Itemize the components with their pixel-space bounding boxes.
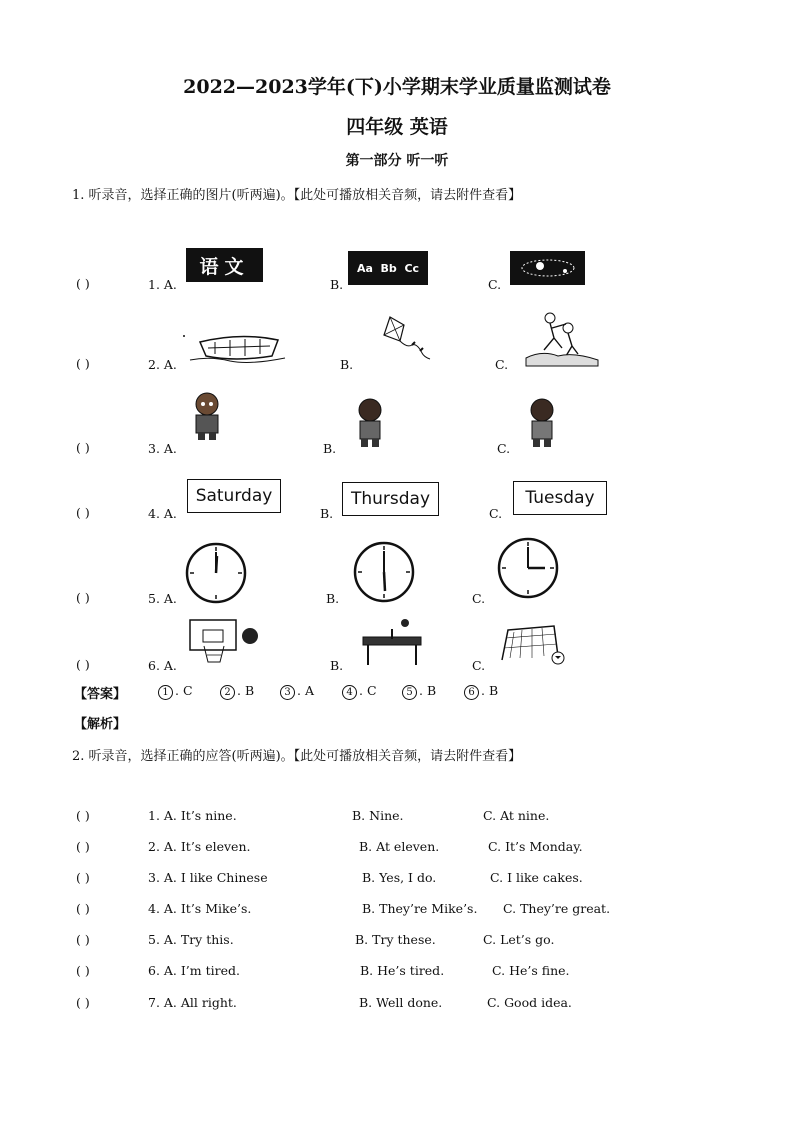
option-b[interactable]: B. At eleven. bbox=[359, 839, 440, 854]
option-a[interactable]: 2. A. It’s eleven. bbox=[148, 839, 251, 854]
question-1-prompt: 1. 听录音，选择正确的图片(听两遍)。【此处可播放相关音频，请去附件查看】 bbox=[72, 188, 522, 203]
answer-blank[interactable]: ( ) bbox=[76, 963, 90, 978]
saturday-card[interactable]: Saturday bbox=[187, 479, 281, 513]
science-subject-picture[interactable] bbox=[510, 251, 585, 285]
chinese-subject-picture[interactable] bbox=[186, 248, 263, 282]
option-b-label: B. bbox=[320, 506, 334, 521]
option-c[interactable]: C. At nine. bbox=[483, 808, 550, 823]
option-b[interactable]: B. They’re Mike’s. bbox=[362, 901, 478, 916]
option-c-label: C. bbox=[488, 277, 502, 292]
english-subject-picture[interactable] bbox=[348, 251, 428, 285]
answer-blank[interactable]: ( ) bbox=[76, 901, 90, 916]
basketball-picture[interactable] bbox=[188, 618, 260, 666]
option-a[interactable]: 5. A. Try this. bbox=[148, 932, 234, 947]
option-a-label: 2. A. bbox=[148, 357, 177, 372]
answer-blank[interactable]: ( ) bbox=[76, 505, 90, 520]
option-a-label: 6. A. bbox=[148, 658, 177, 673]
answer-blank[interactable]: ( ) bbox=[76, 276, 90, 291]
option-a[interactable]: 1. A. It’s nine. bbox=[148, 808, 237, 823]
option-a-label: 1. A. bbox=[148, 277, 177, 292]
option-a[interactable]: 3. A. I like Chinese bbox=[148, 870, 268, 885]
chinese-subject-text: 语文 bbox=[199, 255, 250, 278]
climbing-picture[interactable] bbox=[522, 310, 600, 368]
boy-sad-picture[interactable] bbox=[524, 396, 562, 451]
ping-pong-picture[interactable] bbox=[360, 617, 425, 669]
boat-picture[interactable] bbox=[180, 320, 290, 365]
answer-label: 【答案】 bbox=[74, 687, 127, 702]
option-a[interactable]: 6. A. I’m tired. bbox=[148, 963, 240, 978]
option-b[interactable]: B. Well done. bbox=[359, 995, 443, 1010]
answer-item: 3 . A bbox=[280, 683, 314, 700]
tuesday-card[interactable]: Tuesday bbox=[513, 481, 607, 515]
option-c[interactable]: C. Let’s go. bbox=[483, 932, 555, 947]
answer-item: 1 . C bbox=[158, 683, 193, 700]
thursday-card[interactable]: Thursday bbox=[342, 482, 439, 516]
exam-title: 2022—2023学年(下)小学期末学业质量监测试卷 bbox=[183, 76, 611, 98]
option-a-label: 3. A. bbox=[148, 441, 177, 456]
option-b[interactable]: B. Try these. bbox=[355, 932, 436, 947]
answer-blank[interactable]: ( ) bbox=[76, 808, 90, 823]
option-c-label: C. bbox=[472, 658, 486, 673]
answer-item: 4 . C bbox=[342, 683, 377, 700]
option-b[interactable]: B. He’s tired. bbox=[360, 963, 445, 978]
option-a-label: 4. A. bbox=[148, 506, 177, 521]
option-c-label: C. bbox=[495, 357, 509, 372]
analysis-label: 【解析】 bbox=[74, 717, 127, 732]
answer-blank[interactable]: ( ) bbox=[76, 590, 90, 605]
answer-item: 6 . B bbox=[464, 683, 498, 700]
clock-three-picture[interactable] bbox=[497, 537, 559, 599]
option-b-label: B. bbox=[326, 591, 340, 606]
option-b-label: B. bbox=[330, 277, 344, 292]
answer-blank[interactable]: ( ) bbox=[76, 839, 90, 854]
option-c[interactable]: C. I like cakes. bbox=[490, 870, 583, 885]
clock-six-picture[interactable] bbox=[353, 541, 415, 603]
answer-blank[interactable]: ( ) bbox=[76, 356, 90, 371]
option-a-label: 5. A. bbox=[148, 591, 177, 606]
option-b-label: B. bbox=[330, 658, 344, 673]
option-b-label: B. bbox=[340, 357, 354, 372]
answer-item: 5 . B bbox=[402, 683, 436, 700]
option-c[interactable]: C. They’re great. bbox=[503, 901, 611, 916]
answer-blank[interactable]: ( ) bbox=[76, 440, 90, 455]
football-goal-picture[interactable] bbox=[498, 622, 566, 666]
option-a[interactable]: 4. A. It’s Mike’s. bbox=[148, 901, 252, 916]
question-2-prompt: 2. 听录音，选择正确的应答(听两遍)。【此处可播放相关音频，请去附件查看】 bbox=[72, 749, 522, 764]
kite-picture[interactable] bbox=[372, 313, 432, 363]
option-c-label: C. bbox=[472, 591, 486, 606]
option-c[interactable]: C. It’s Monday. bbox=[488, 839, 583, 854]
exam-subtitle: 四年级 英语 bbox=[346, 116, 448, 138]
planet-orbit-icon bbox=[510, 251, 585, 285]
option-c-label: C. bbox=[489, 506, 503, 521]
option-c[interactable]: C. Good idea. bbox=[487, 995, 572, 1010]
option-b[interactable]: B. Yes, I do. bbox=[362, 870, 437, 885]
boy-cold-picture[interactable] bbox=[188, 390, 228, 442]
answer-blank[interactable]: ( ) bbox=[76, 870, 90, 885]
answer-blank[interactable]: ( ) bbox=[76, 995, 90, 1010]
option-c-label: C. bbox=[497, 441, 511, 456]
option-b-label: B. bbox=[323, 441, 337, 456]
option-b[interactable]: B. Nine. bbox=[352, 808, 404, 823]
option-a[interactable]: 7. A. All right. bbox=[148, 995, 237, 1010]
boy-tired-picture[interactable] bbox=[352, 396, 390, 451]
option-c[interactable]: C. He’s fine. bbox=[492, 963, 570, 978]
clock-twelve-picture[interactable] bbox=[185, 542, 247, 604]
answer-item: 2 . B bbox=[220, 683, 254, 700]
answer-blank[interactable]: ( ) bbox=[76, 932, 90, 947]
section-title: 第一部分 听一听 bbox=[345, 153, 449, 169]
english-subject-text: Aa Bb Cc bbox=[356, 261, 420, 275]
answer-blank[interactable]: ( ) bbox=[76, 657, 90, 672]
